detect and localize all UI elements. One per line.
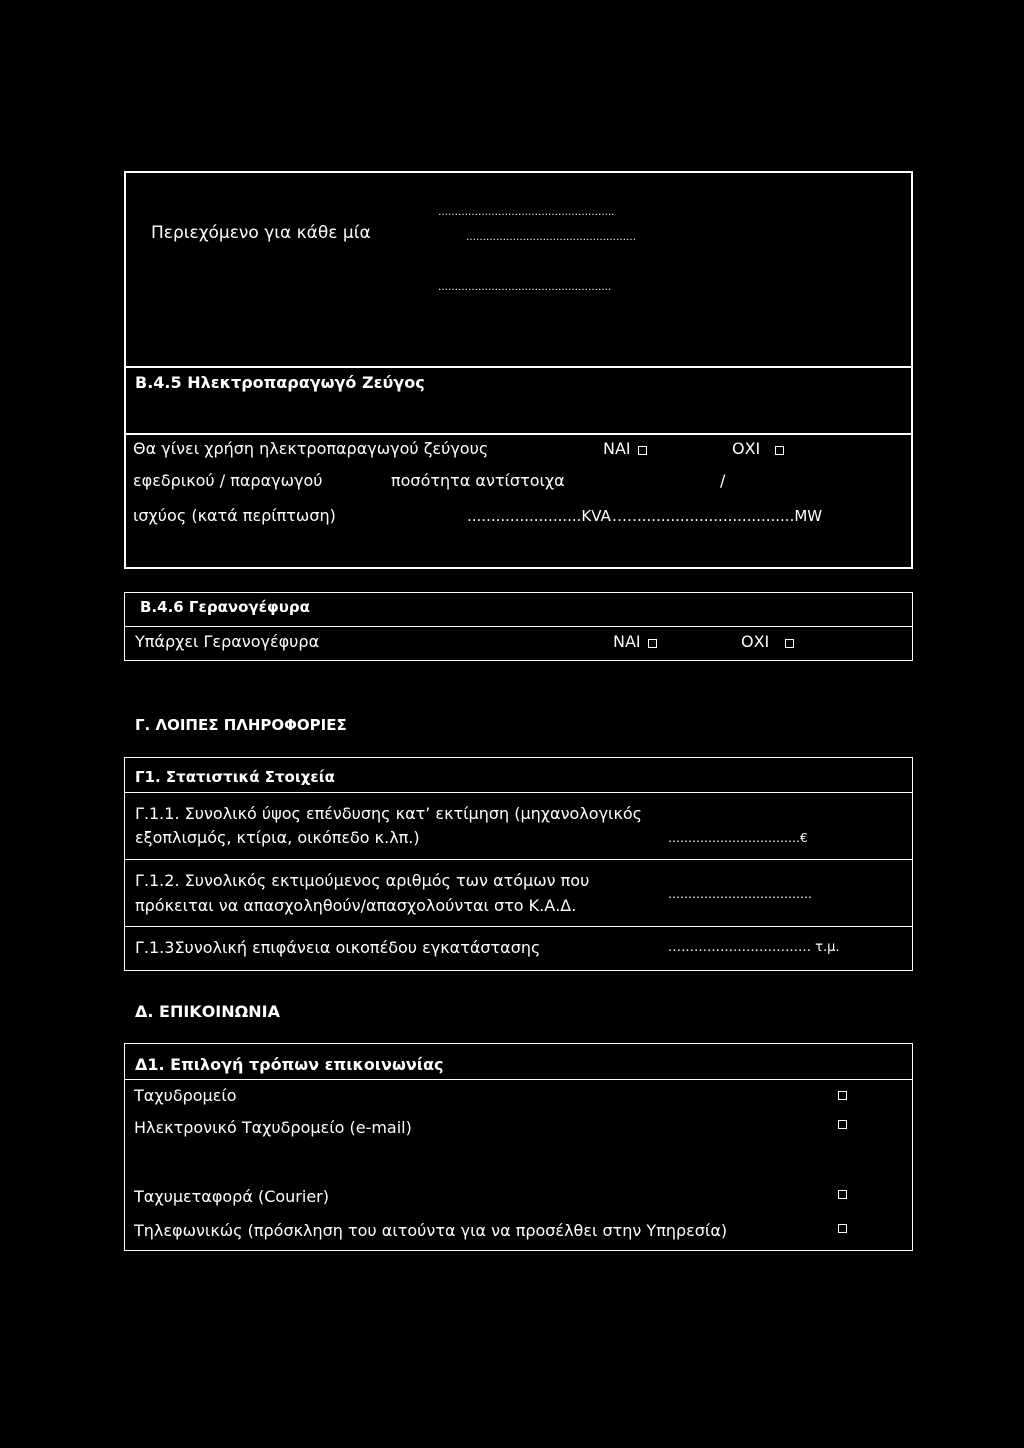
dotted-field[interactable]: ……………………………………………. bbox=[438, 282, 612, 293]
option-phone-checkbox[interactable] bbox=[838, 1224, 847, 1233]
investment-label-line1: Γ.1.1. Συνολικό ύψος επένδυσης κατ’ εκτίμηση (μηχανολογικός bbox=[135, 804, 643, 823]
divider bbox=[124, 626, 913, 627]
backup-generator-label: εφεδρικού / παραγωγού bbox=[133, 471, 323, 490]
dotted-field[interactable]: …………………………………………….. bbox=[438, 207, 615, 218]
b45-section-box bbox=[124, 366, 913, 569]
option-post-label: Ταχυδρομείο bbox=[134, 1086, 237, 1105]
yes-label: ΝΑΙ bbox=[613, 632, 641, 651]
option-post-checkbox[interactable] bbox=[838, 1091, 847, 1100]
slash-separator: / bbox=[720, 471, 726, 490]
divider bbox=[124, 433, 913, 435]
option-email-label: Ηλεκτρονικό Ταχυδρομείο (e-mail) bbox=[134, 1118, 412, 1137]
no-label: ΟΧΙ bbox=[741, 632, 770, 651]
no-checkbox[interactable] bbox=[775, 446, 784, 455]
statistics-heading: Γ1. Στατιστικά Στοιχεία bbox=[135, 768, 335, 786]
generator-use-label: Θα γίνει χρήση ηλεκτροπαραγωγού ζεύγους bbox=[133, 439, 489, 458]
option-courier-label: Ταχυμεταφορά (Courier) bbox=[134, 1187, 329, 1206]
option-phone-label: Τηλεφωνικώς (πρόσκληση του αιτούντα για να προσέλθει στην Υπηρεσία) bbox=[134, 1221, 728, 1240]
yes-label: ΝΑΙ bbox=[603, 439, 631, 458]
divider bbox=[124, 926, 913, 927]
divider bbox=[124, 792, 913, 793]
section-g-heading: Γ. ΛΟΙΠΕΣ ΠΛΗΡΟΦΟΡΙΕΣ bbox=[135, 716, 347, 734]
option-email-checkbox[interactable] bbox=[838, 1120, 847, 1129]
power-label: ισχύος (κατά περίπτωση) bbox=[133, 506, 336, 525]
top-content-box bbox=[124, 171, 913, 368]
employees-value-field[interactable]: ……………………………… bbox=[668, 887, 812, 901]
b46-heading: Β.4.6 Γερανογέφυρα bbox=[140, 598, 310, 616]
section-d-heading: Δ. ΕΠΙΚΟΙΝΩΝΙΑ bbox=[135, 1002, 280, 1021]
employees-label-line1: Γ.1.2. Συνολικός εκτιμούμενος αριθμός των ατόμων που bbox=[135, 871, 590, 890]
no-label: ΟΧΙ bbox=[732, 439, 761, 458]
crane-exists-label: Υπάρχει Γερανογέφυρα bbox=[135, 632, 320, 651]
no-checkbox[interactable] bbox=[785, 639, 794, 648]
yes-checkbox[interactable] bbox=[648, 639, 657, 648]
divider bbox=[124, 859, 913, 860]
b45-heading: Β.4.5 Ηλεκτροπαραγωγό Ζεύγος bbox=[135, 373, 425, 392]
yes-checkbox[interactable] bbox=[638, 446, 647, 455]
investment-label-line2: εξοπλισμός, κτίρια, οικόπεδο κ.λπ.) bbox=[135, 828, 420, 847]
employees-label-line2: πρόκειται να απασχοληθούν/απασχολούνται στο Κ.Α.Δ. bbox=[135, 896, 577, 915]
kva-field[interactable]: ........................KVA bbox=[467, 507, 611, 525]
dotted-field[interactable]: …………………………………………… bbox=[466, 232, 636, 243]
mw-field[interactable]: …….................................MW bbox=[607, 507, 823, 525]
content-per-item-label: Περιεχόμενο για κάθε μία bbox=[151, 223, 371, 243]
divider bbox=[124, 1079, 913, 1080]
plot-area-label: Γ.1.3Συνολική επιφάνεια οικοπέδου εγκατάστασης bbox=[135, 938, 541, 957]
communication-heading: Δ1. Επιλογή τρόπων επικοινωνίας bbox=[135, 1055, 444, 1074]
quantity-label: ποσότητα αντίστοιχα bbox=[391, 471, 565, 490]
plot-area-field[interactable]: …………………………… τ.μ. bbox=[668, 940, 840, 955]
option-courier-checkbox[interactable] bbox=[838, 1190, 847, 1199]
investment-value-field[interactable]: ……………………………€ bbox=[668, 831, 808, 845]
